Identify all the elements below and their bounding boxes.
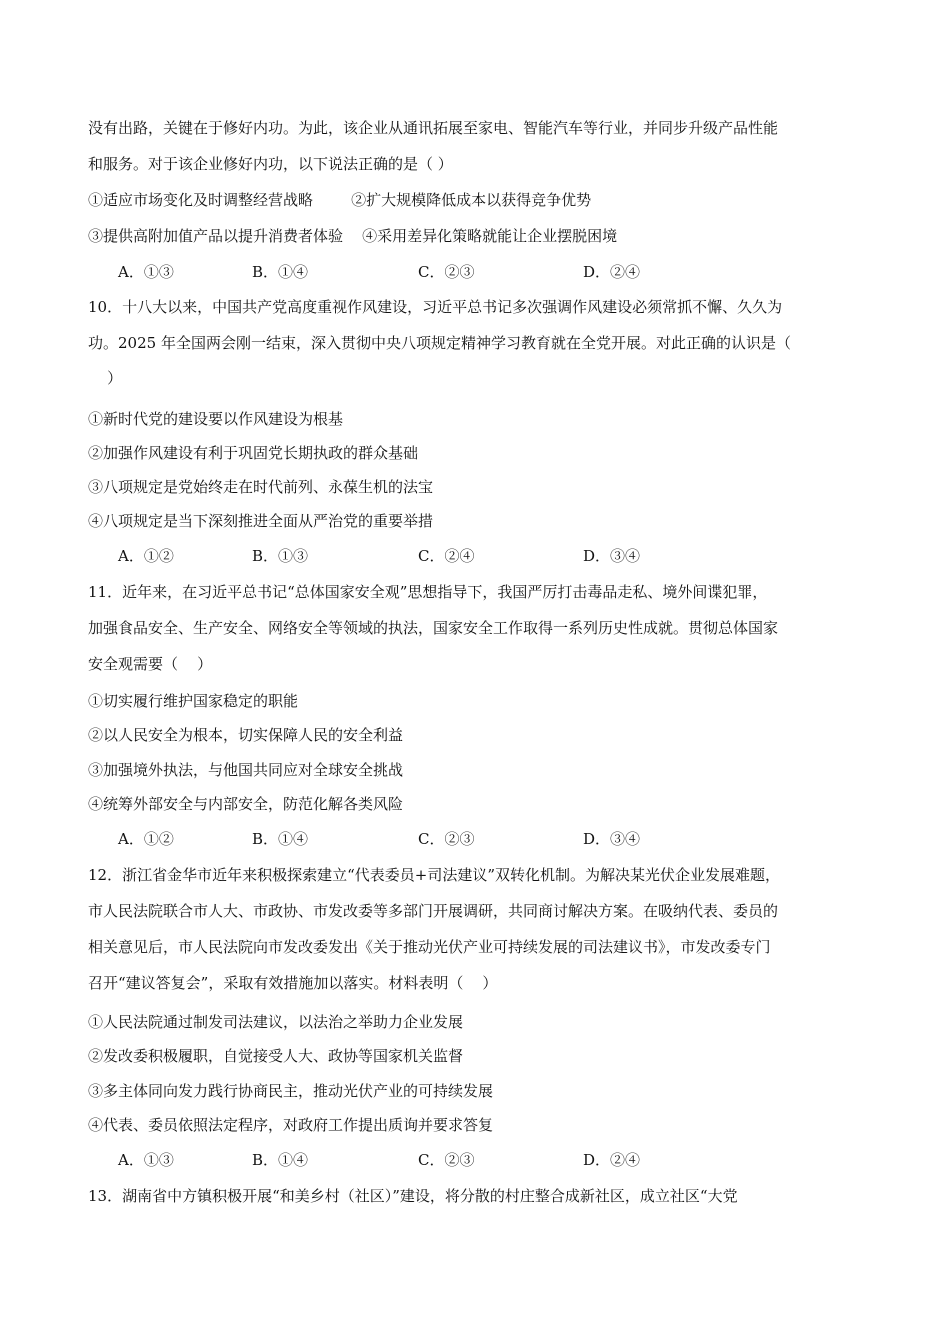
q11-statement-line: ③加强境外执法，与他国共同应对全球安全挑战: [88, 761, 404, 779]
q11-statement-line: ④统筹外部安全与内部安全，防范化解各类风险: [88, 795, 404, 813]
q11-statement-line: ①切实履行维护国家稳定的职能: [88, 692, 299, 710]
q12-statement-line: ④代表、委员依照法定程序，对政府工作提出质询并要求答复: [88, 1116, 494, 1134]
q12-option-c[interactable]: C．②③: [418, 1151, 475, 1169]
q10-stem-line: 功。2025 年全国两会刚一结束，深入贯彻中央八项规定精神学习教育就在全党开展。对此正确的认识是（: [88, 334, 791, 352]
q10-statement-line: ②加强作风建设有利于巩固党长期执政的群众基础: [88, 444, 419, 462]
q12-statement-line: ②发改委积极履职，自觉接受人大、政协等国家机关监督: [88, 1047, 464, 1065]
q11-stem-line: 加强食品安全、生产安全、网络安全等领域的执法，国家安全工作取得一系列历史性成就。贯彻总体国家: [88, 619, 779, 637]
q11-option-a[interactable]: A．①②: [118, 830, 174, 848]
q12-statement-line: ①人民法院通过制发司法建议，以法治之举助力企业发展: [88, 1013, 464, 1031]
q11-stem-line: 安全观需要（ ）: [88, 655, 213, 673]
q11-options: [118, 829, 818, 849]
q9-option-d[interactable]: D．②④: [583, 263, 641, 281]
q12-stem-line: 相关意见后，市人民法院向市发改委发出《关于推动光伏产业可持续发展的司法建议书》，市发改委专门: [88, 938, 771, 956]
q11-option-d[interactable]: D．③④: [583, 830, 641, 848]
q10-option-c[interactable]: C．②④: [418, 547, 475, 565]
q12-stem-line: 市人民法院联合市人大、市政协、市发改委等多部门开展调研，共同商讨解决方案。在吸纳代表、委员的: [88, 902, 779, 920]
q9-statement-line: ③提供高附加值产品以提升消费者体验 ④采用差异化策略就能让企业摆脱困境: [88, 227, 618, 245]
q12-options: [118, 1150, 818, 1170]
q9-option-b[interactable]: B．①④: [252, 263, 309, 281]
q10-stem-line: ）: [88, 369, 123, 387]
q9-options: [118, 262, 818, 282]
q12-option-d[interactable]: D．②④: [583, 1151, 641, 1169]
q10-option-a[interactable]: A．①②: [118, 547, 174, 565]
q10-option-d[interactable]: D．③④: [583, 547, 641, 565]
q9-stem-line: 没有出路，关键在于修好内功。为此，该企业从通讯拓展至家电、智能汽车等行业，并同步升级产品性能: [88, 119, 779, 137]
q11-option-b[interactable]: B．①④: [252, 830, 309, 848]
q11-statement-line: ②以人民安全为根本，切实保障人民的安全利益: [88, 726, 404, 744]
q9-option-c[interactable]: C．②③: [418, 263, 475, 281]
q12-option-b[interactable]: B．①④: [252, 1151, 309, 1169]
q10-statement-line: ④八项规定是当下深刻推进全面从严治党的重要举措: [88, 512, 434, 530]
q12-statement-line: ③多主体同向发力践行协商民主，推动光伏产业的可持续发展: [88, 1082, 494, 1100]
q9-stem-line: 和服务。对于该企业修好内功，以下说法正确的是（ ）: [88, 155, 453, 173]
q9-option-a[interactable]: A．①③: [118, 263, 174, 281]
q10-statement-line: ①新时代党的建设要以作风建设为根基: [88, 410, 344, 428]
q10-option-b[interactable]: B．①③: [252, 547, 309, 565]
q11-stem-line: 11．近年来，在习近平总书记“总体国家安全观”思想指导下，我国严厉打击毒品走私、境外间谍犯罪，: [88, 583, 768, 601]
q10-options: [118, 546, 818, 566]
q10-stem-line: 10．十八大以来，中国共产党高度重视作风建设，习近平总书记多次强调作风建设必须常抓不懈、久久为: [88, 298, 783, 316]
q12-stem-line: 12．浙江省金华市近年来积极探索建立“代表委员+司法建议”双转化机制。为解决某光伏企业发展难题，: [88, 866, 780, 884]
q9-statement-line: ①适应市场变化及时调整经营战略 ②扩大规模降低成本以获得竞争优势: [88, 191, 592, 209]
q12-option-a[interactable]: A．①③: [118, 1151, 174, 1169]
q10-statement-line: ③八项规定是党始终走在时代前列、永葆生机的法宝: [88, 478, 434, 496]
q11-option-c[interactable]: C．②③: [418, 830, 475, 848]
q12-stem-line: 召开“建议答复会”，采取有效措施加以落实。材料表明（ ）: [88, 974, 498, 992]
q13-stem-line: 13．湖南省中方镇积极开展“和美乡村（社区）”建设，将分散的村庄整合成新社区，成立社区“大党: [88, 1187, 738, 1205]
